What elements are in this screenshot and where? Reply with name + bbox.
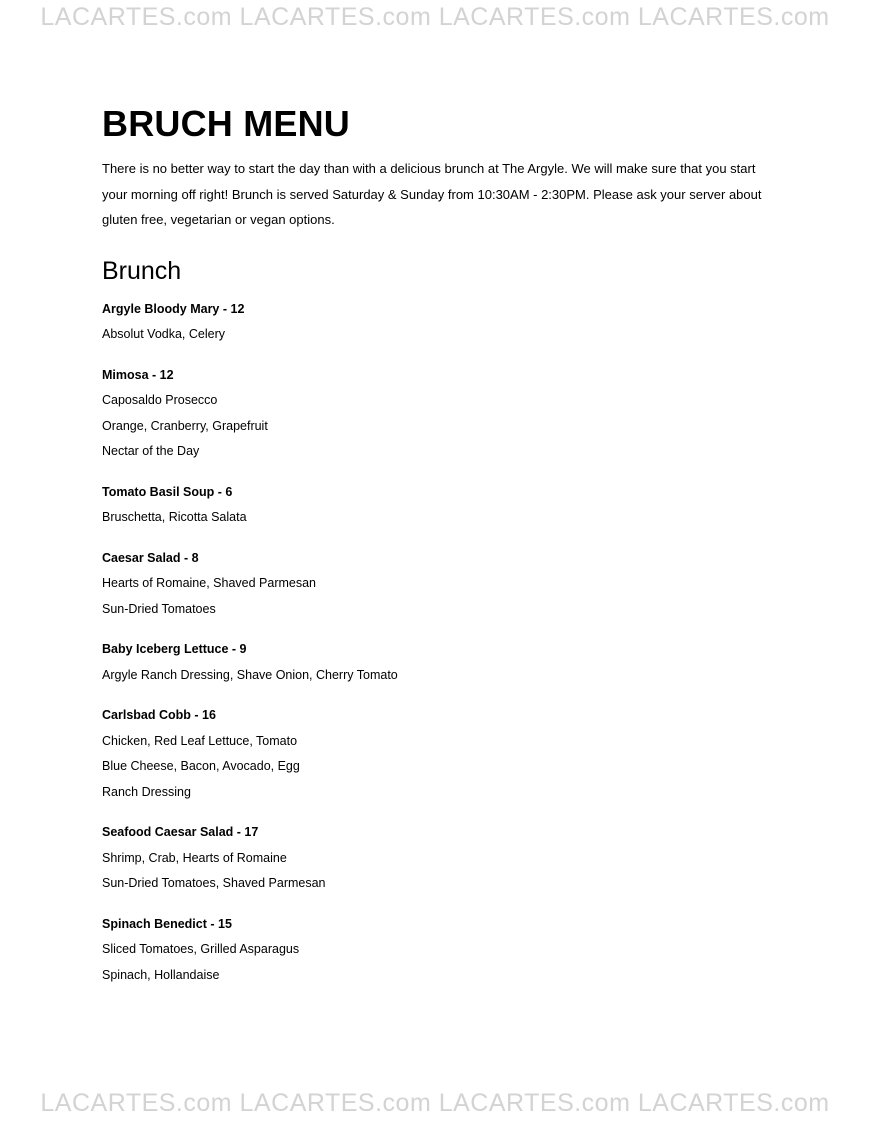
intro-paragraph <box>102 156 772 233</box>
menu-item-description: Caposaldo Prosecco <box>102 393 218 407</box>
menu-item-title: Tomato Basil Soup - 6 <box>102 484 233 499</box>
menu-item-title: Spinach Benedict - 15 <box>102 916 232 931</box>
menu-item-description: Hearts of Romaine, Shaved Parmesan <box>102 576 316 590</box>
menu-item <box>102 546 782 623</box>
menu-item-title: Seafood Caesar Salad - 17 <box>102 825 259 839</box>
menu-item-description: Sun-Dried Tomatoes, Shaved Parmesan <box>102 876 326 890</box>
menu-item-title: Carlsbad Cobb - 16 <box>102 708 216 722</box>
intro-line: There is no better way to start the day than with a delicious brunch at The Argyle. We will make sure that you start <box>102 161 756 176</box>
watermark-bottom: LACARTES.com LACARTES.com LACARTES.com LACARTES.com <box>40 1089 830 1117</box>
intro-line: gluten free, vegetarian or vegan options. <box>102 212 335 227</box>
menu-item-title: Caesar Salad - 8 <box>102 550 199 565</box>
menu-item-description: Ranch Dressing <box>102 784 191 799</box>
menu-item-description: Bruschetta, Ricotta Salata <box>102 510 247 524</box>
page-title: BRUCH MENU <box>102 103 350 144</box>
menu-item-description: Nectar of the Day <box>102 444 200 458</box>
menu-item <box>102 297 782 348</box>
menu-item-title: Argyle Bloody Mary - 12 <box>102 301 245 316</box>
menu-item <box>102 820 782 897</box>
menu-item-title: Baby Iceberg Lettuce - 9 <box>102 642 247 656</box>
section-title: Brunch <box>102 256 182 285</box>
menu-item <box>102 912 782 989</box>
watermark-top: LACARTES.com LACARTES.com LACARTES.com LACARTES.com <box>40 3 830 31</box>
intro-line: your morning off right! Brunch is served Saturday & Sunday from 10:30AM - 2:30PM. Please ask your server about <box>102 186 762 202</box>
menu-page <box>102 98 782 988</box>
menu-item <box>102 637 782 688</box>
menu-item-description: Spinach, Hollandaise <box>102 967 220 982</box>
menu-item-description: Argyle Ranch Dressing, Shave Onion, Cherry Tomato <box>102 667 398 682</box>
menu-item-description: Blue Cheese, Bacon, Avocado, Egg <box>102 759 300 773</box>
menu-item-description: Chicken, Red Leaf Lettuce, Tomato <box>102 733 298 748</box>
menu-item <box>102 703 782 805</box>
menu-item-description: Shrimp, Crab, Hearts of Romaine <box>102 850 287 865</box>
menu-items-list <box>102 297 782 989</box>
menu-item <box>102 480 782 531</box>
menu-item <box>102 363 782 465</box>
menu-item-title: Mimosa - 12 <box>102 367 174 382</box>
menu-item-description: Absolut Vodka, Celery <box>102 327 225 341</box>
menu-item-description: Orange, Cranberry, Grapefruit <box>102 418 268 433</box>
menu-item-description: Sliced Tomatoes, Grilled Asparagus <box>102 942 300 956</box>
menu-item-description: Sun-Dried Tomatoes <box>102 601 216 616</box>
